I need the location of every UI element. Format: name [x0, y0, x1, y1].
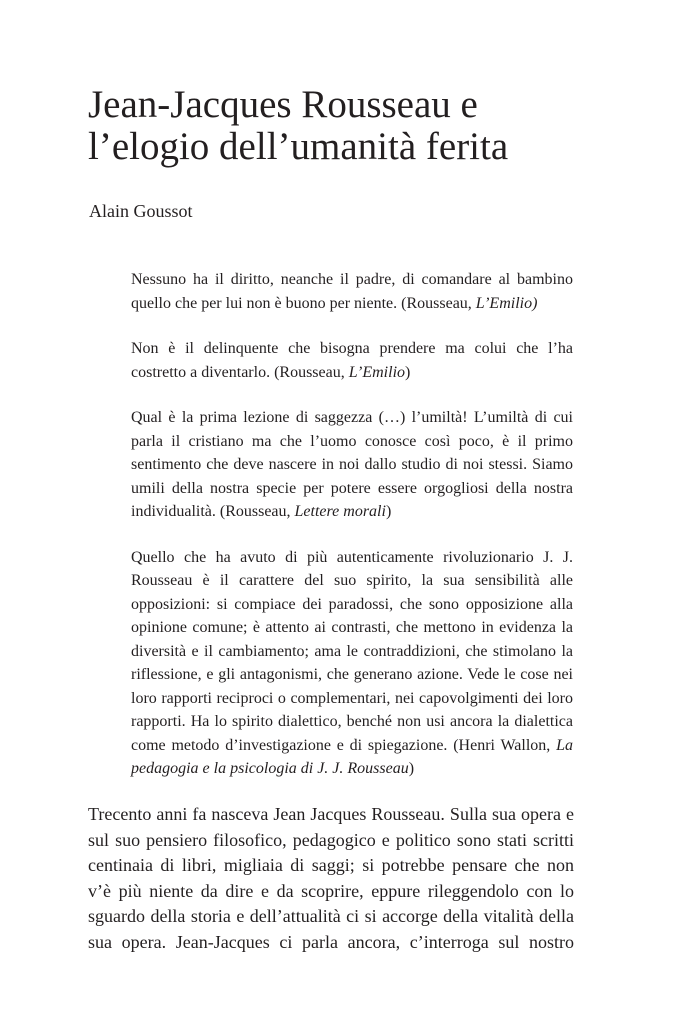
epigraph-text: Qual è la prima lezione di saggezza (…) l’umiltà! L’umiltà di cui parla il cristiano ma che l’uomo conosce così poco, è il primo sentimento che deve nascere in noi dallo studio di noi stessi. Siamo umili della nostra specie per potere essere orgogliosi della nostra individualità. (Rousseau,	[131, 409, 573, 520]
body-line: sguardo della storia e dell’attualità ci si accorge della vitalità della	[88, 906, 574, 927]
body-line: v’è più niente da dire e da scoprire, eppure rileggendolo con lo	[88, 880, 574, 901]
epigraph-close: )	[405, 363, 411, 381]
epigraph-work: Lettere morali	[294, 503, 386, 520]
title-line-2: l’elogio dell’umanità ferita	[88, 125, 509, 168]
epigraph-4	[131, 546, 573, 781]
epigraph-work: L’Emilio)	[475, 294, 538, 312]
epigraph-2	[131, 337, 573, 384]
author-name: Alain Goussot	[89, 201, 193, 221]
epigraph-work: La pedagogia e la psicologia di J. J. Rousseau	[131, 736, 573, 777]
body-line: sul suo pensiero filosofico, pedagogico e politico sono stati scritti	[88, 829, 574, 850]
epigraph-text: Non è il delinquente che bisogna prendere ma colui che l’ha costretto a diventarlo. (Rousseau,	[131, 340, 573, 381]
epigraph-1	[131, 268, 573, 315]
epigraph-close: )	[385, 503, 392, 520]
article-title	[88, 84, 608, 168]
body-line: centinaia di libri, migliaia di saggi; si potrebbe pensare che non	[88, 855, 574, 876]
epigraph-text: Nessuno ha il diritto, neanche il padre, di comandare al bambino quello che per lui non è buono per niente. (Rousseau,	[131, 271, 573, 312]
title-line-1: Jean-Jacques Rousseau e	[88, 83, 478, 126]
epigraph-work: L’Emilio	[348, 363, 406, 381]
body-paragraph	[88, 802, 574, 956]
epigraph-close: )	[408, 760, 415, 777]
epigraphs-block	[131, 268, 573, 803]
body-line: Trecento anni fa nasceva Jean Jacques Rousseau. Sulla sua opera e	[88, 804, 574, 824]
epigraph-text: Quello che ha avuto di più autenticamente rivoluzionario J. J. Rousseau è il carattere del suo spirito, la sua sensibilità alle opposizioni: si compiace dei paradossi, che sono opposizione alla opinione comune; è attento ai contrasti, che mettono in evidenza la diversità e il cambiamento; ama le contraddizioni, che stimolano la riflessione, e gli antagonismi, che generano azione. Vede le cose nei loro rapporti reciproci o complementari, nei capovolgimenti dei loro rapporti. Ha lo spirito dialettico, benché non usi ancora la dialettica come metodo d’investigazione e di spiegazione. (Henri Wallon,	[131, 548, 573, 754]
body-line: sua opera. Jean-Jacques ci parla ancora, c’interroga sul nostro	[88, 931, 574, 952]
epigraph-3	[131, 406, 573, 524]
